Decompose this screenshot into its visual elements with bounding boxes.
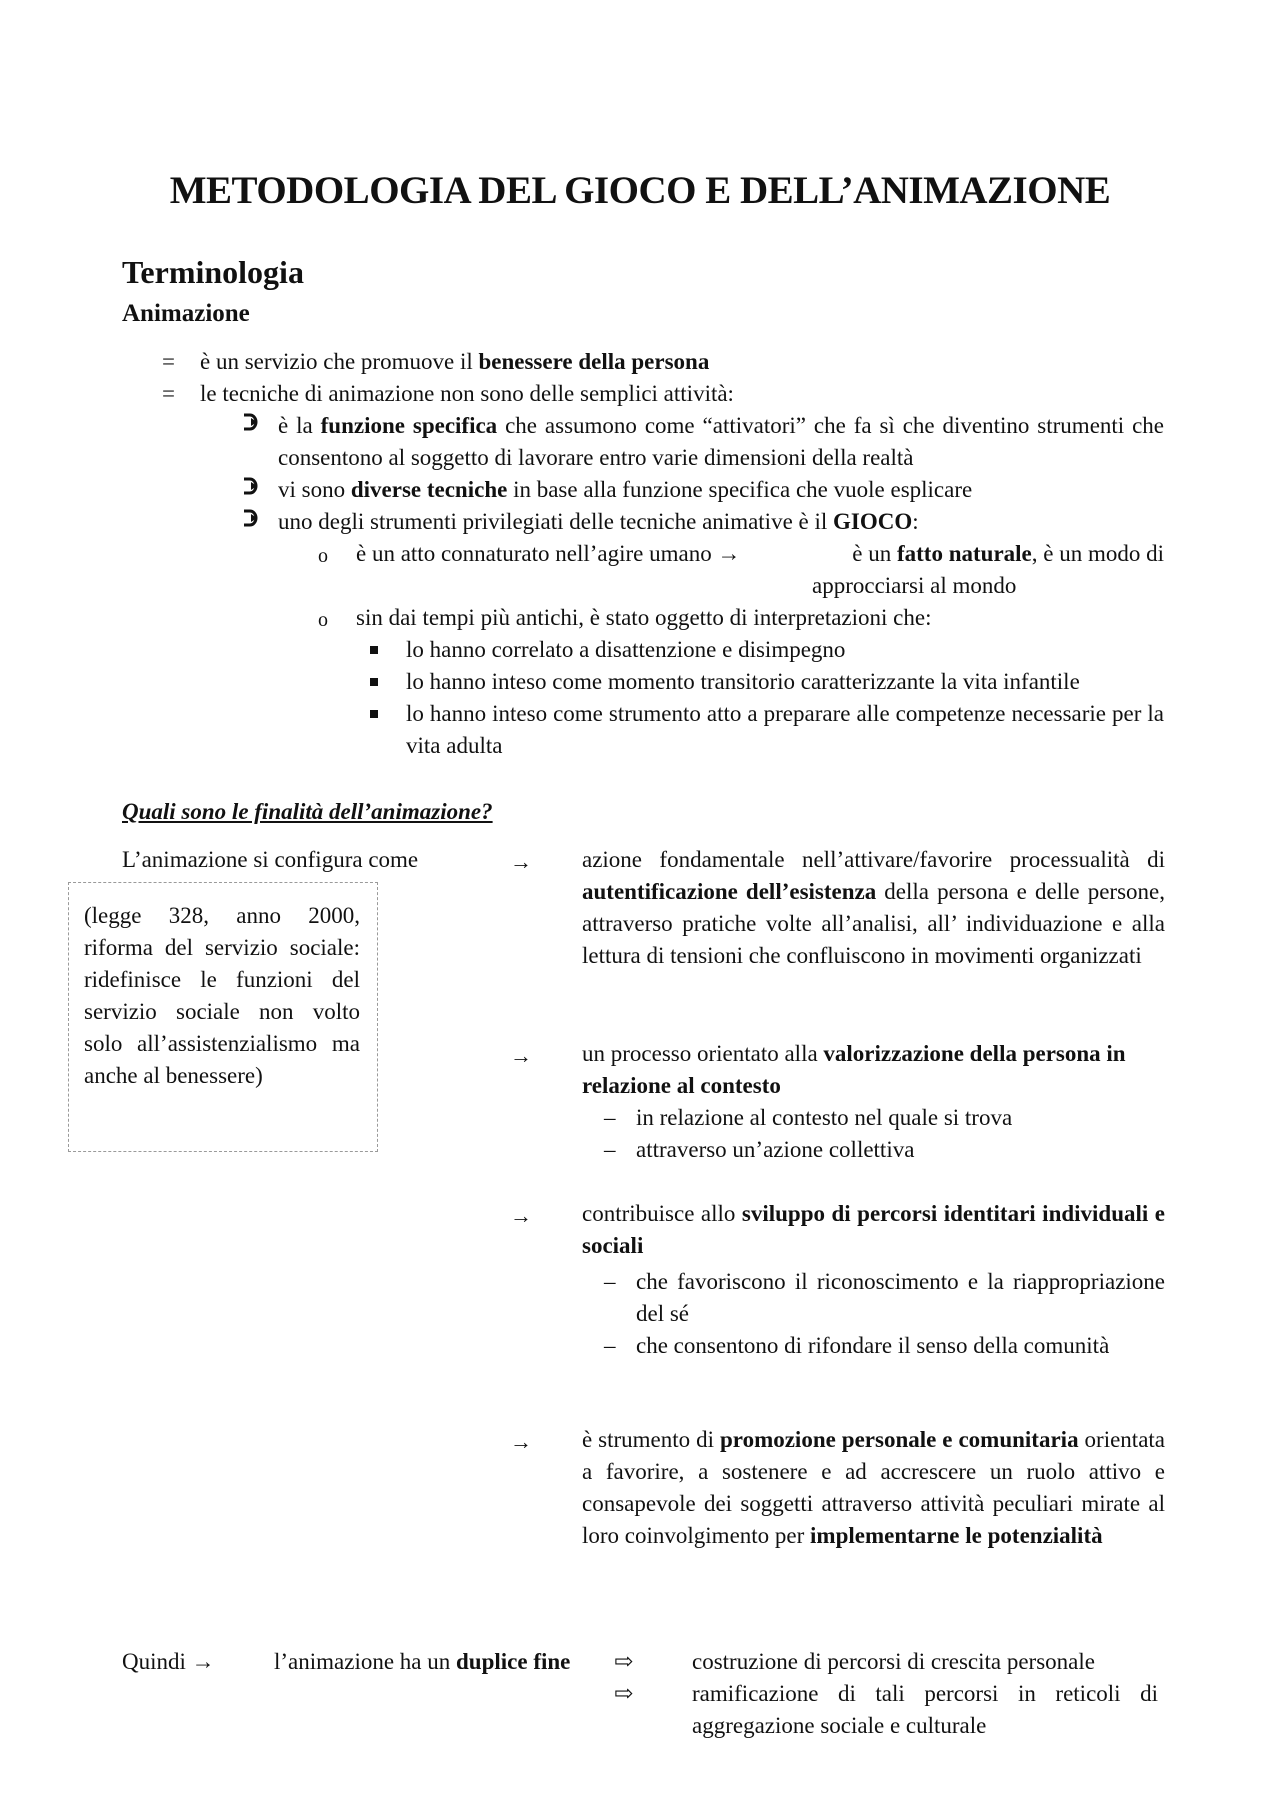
curved-arrow-icon	[240, 412, 260, 432]
list-item: è un atto connaturato nell’agire umano →	[356, 541, 741, 566]
question-heading: Quali sono le finalità dell’animazione?	[122, 799, 493, 824]
intro-text: L’animazione si configura come	[122, 847, 419, 872]
equals-marker: =	[162, 381, 175, 406]
conclusion-item: costruzione di percorsi di crescita personale	[692, 1649, 1095, 1674]
purpose-block: contribuisce allo sviluppo di percorsi identitari individuali e sociali – che favoriscono il riconoscimento e la riappropriazione del sé – che consentono di rifondare il senso della comunità	[582, 1198, 1165, 1362]
right-arrow-icon: →	[510, 1429, 532, 1454]
hollow-arrow-icon: ⇨	[614, 1649, 634, 1674]
conclusion-text: l’animazione ha un duplice fine	[274, 1649, 571, 1674]
list-item: lo hanno inteso come strumento atto a preparare alle competenze necessarie per la vita adulta	[406, 701, 1164, 758]
curved-arrow-icon	[240, 508, 260, 528]
dash-list-item: – che favoriscono il riconoscimento e la riappropriazione del sé	[604, 1269, 1165, 1326]
circle-bullet-icon: o	[318, 545, 328, 567]
purpose-block: un processo orientato alla valorizzazione della persona in relazione al contesto – in relazione al contesto nel quale si trova – attraverso un’azione collettiva	[582, 1038, 1165, 1166]
subsection-heading: Animazione	[122, 300, 250, 327]
list-item: uno degli strumenti privilegiati delle tecniche animative è il GIOCO:	[278, 509, 919, 534]
square-bullet-icon	[370, 710, 378, 718]
list-item: le tecniche di animazione non sono delle semplici attività:	[200, 381, 734, 406]
list-item-continuation: è un fatto naturale, è un modo di	[852, 541, 1164, 566]
dash-list-item: – in relazione al contesto nel quale si trova	[604, 1105, 1013, 1130]
right-arrow-icon: →	[510, 1043, 532, 1068]
conclusion-label: Quindi →	[122, 1649, 215, 1674]
right-arrow-icon: →	[510, 849, 532, 874]
note-box-text: (legge 328, anno 2000, riforma del servizio sociale: ridefinisce le funzioni del servizio sociale non volto solo all’assistenzialismo ma anche al benessere)	[84, 903, 360, 1088]
purpose-block: azione fondamentale nell’attivare/favorire processualità di autentificazione dell’esistenza della persona e delle persone, attraverso pratiche volte all’analisi, all’ individuazione e alla lettura di tensioni che confluiscono in movimenti organizzati	[582, 847, 1165, 968]
page-title: METODOLOGIA DEL GIOCO E DELL’ANIMAZIONE	[169, 169, 1111, 212]
circle-bullet-icon: o	[318, 609, 328, 631]
list-item: vi sono diverse tecniche in base alla funzione specifica che vuole esplicare	[278, 477, 973, 502]
list-item: è un servizio che promuove il benessere della persona	[200, 349, 710, 374]
conclusion-item: ramificazione di tali percorsi in reticoli di aggregazione sociale e culturale	[692, 1681, 1158, 1738]
dash-list-item: – attraverso un’azione collettiva	[604, 1137, 915, 1162]
right-arrow-icon: →	[510, 1203, 532, 1228]
section-heading: Terminologia	[122, 254, 304, 290]
purpose-block: è strumento di promozione personale e comunitaria orientata a favorire, a sostenere e ad accrescere un ruolo attivo e consapevole dei soggetti attraverso attività peculiari mirate al loro coinvolgimento per implementarne le potenzialità	[582, 1427, 1165, 1548]
list-item-continuation: approcciarsi al mondo	[812, 573, 1017, 598]
dash-list-item: – che consentono di rifondare il senso della comunità	[604, 1333, 1110, 1358]
equals-marker: =	[162, 349, 175, 374]
square-bullet-icon	[370, 646, 378, 654]
hollow-arrow-icon: ⇨	[614, 1681, 634, 1706]
list-item: lo hanno inteso come momento transitorio caratterizzante la vita infantile	[406, 669, 1080, 694]
square-bullet-icon	[370, 678, 378, 686]
list-item: sin dai tempi più antichi, è stato oggetto di interpretazioni che:	[356, 605, 932, 630]
curved-arrow-icon	[240, 476, 260, 496]
list-item: è la funzione specifica che assumono come “attivatori” che fa sì che diventino strumenti che consentono al soggetto di lavorare entro varie dimensioni della realtà	[278, 413, 1165, 470]
list-item: lo hanno correlato a disattenzione e disimpegno	[406, 637, 846, 662]
